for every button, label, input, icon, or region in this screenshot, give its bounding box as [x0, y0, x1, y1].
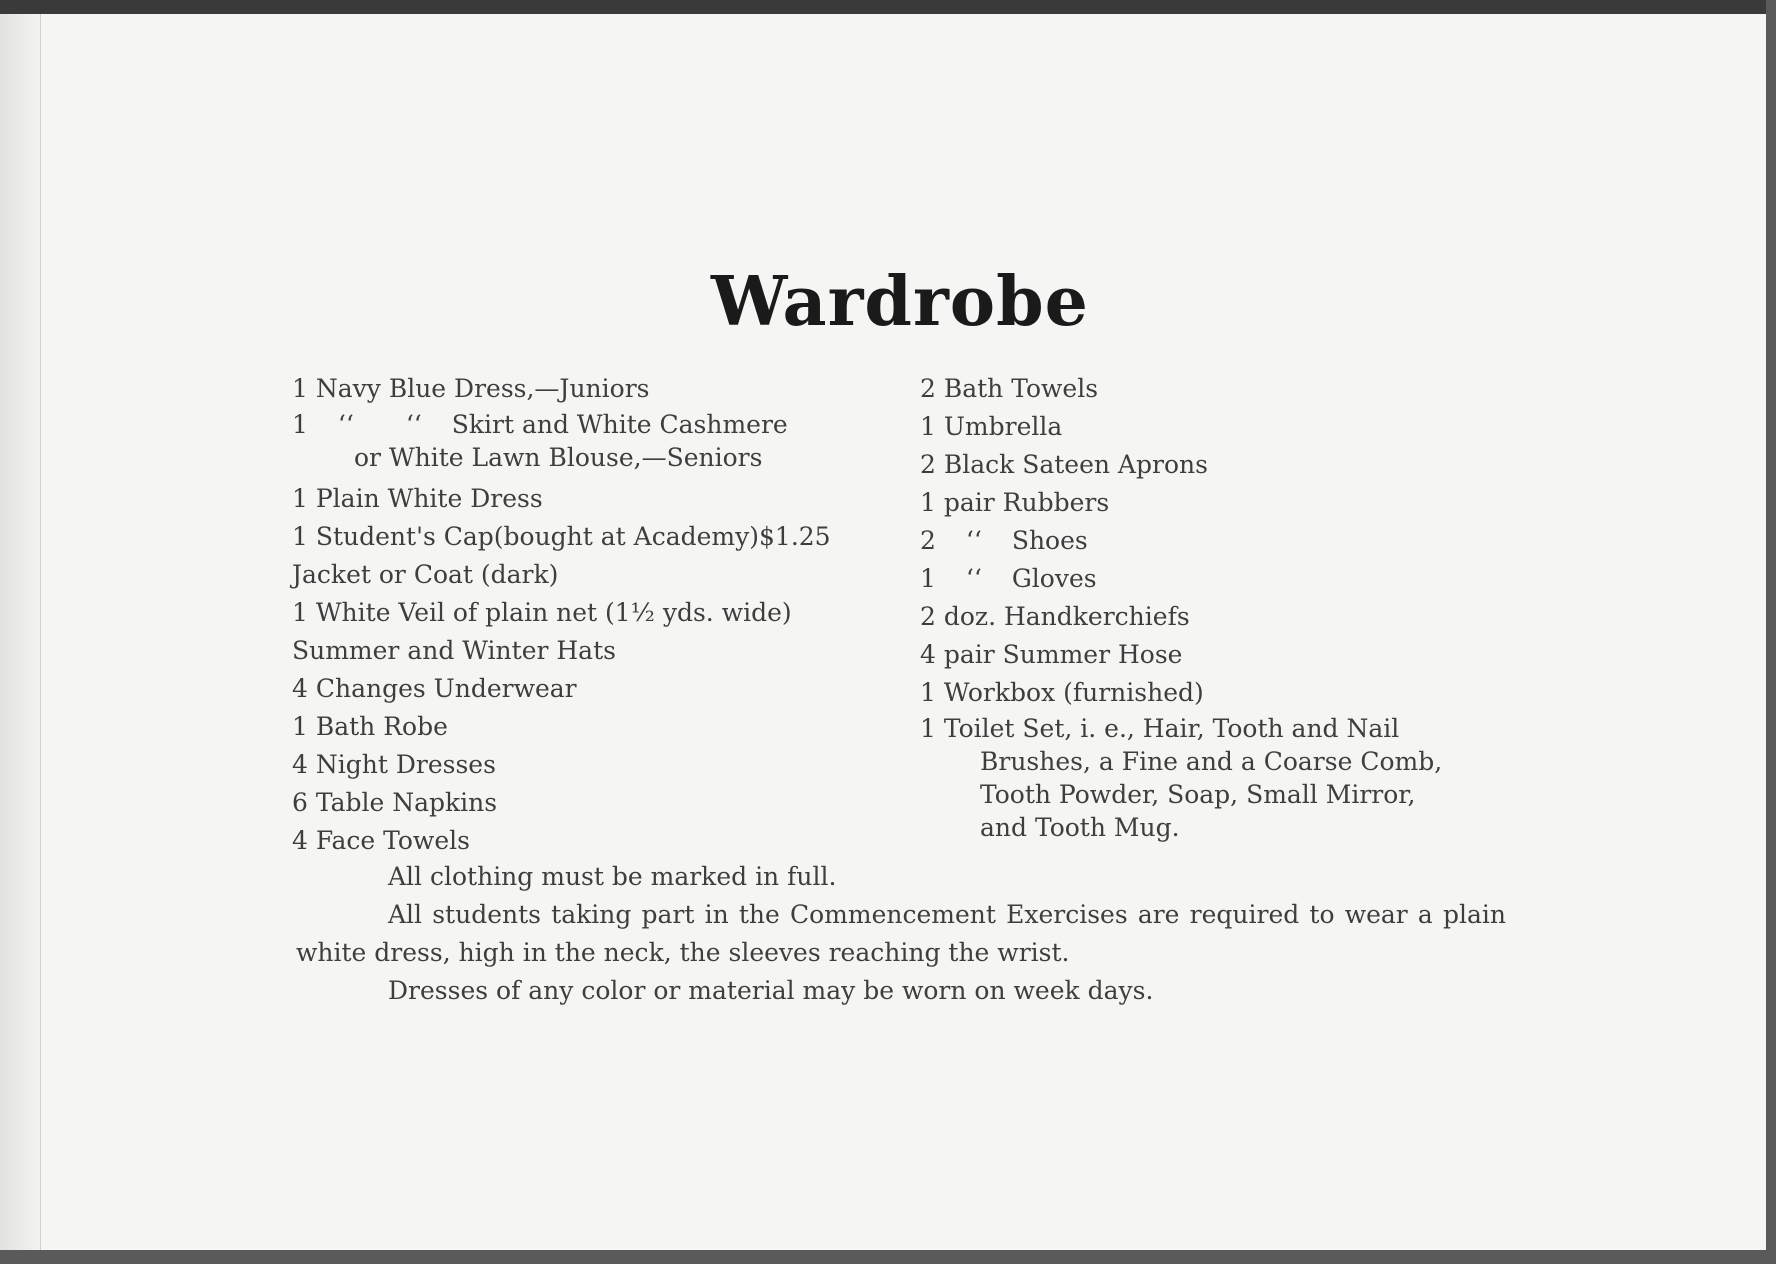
item-quantity: 1 — [292, 410, 308, 439]
list-item: 1 Student's Cap(bought at Academy)$1.25 — [292, 522, 831, 551]
wardrobe-notes — [296, 858, 1506, 1010]
page-left-edge — [0, 14, 40, 1250]
ditto-mark: ‘‘ — [405, 410, 422, 439]
ditto-mark: ‘‘ — [965, 526, 982, 555]
list-item: Jacket or Coat (dark) — [292, 560, 559, 589]
page-fold-line — [40, 14, 41, 1250]
scan-border-right — [1766, 0, 1776, 1264]
list-item: 2 doz. Handkerchiefs — [920, 602, 1190, 631]
list-item: 6 Table Napkins — [292, 788, 498, 817]
list-item: Summer and Winter Hats — [292, 636, 616, 665]
list-item: 1 Umbrella — [920, 412, 1063, 441]
item-quantity: 1 — [920, 564, 936, 593]
ditto-mark: ‘‘ — [965, 564, 982, 593]
list-item: 4 Changes Underwear — [292, 674, 577, 703]
list-item: 1 pair Rubbers — [920, 488, 1110, 517]
list-item: 4 pair Summer Hose — [920, 640, 1183, 669]
ditto-mark: ‘‘ — [337, 410, 354, 439]
item-quantity: 2 — [920, 526, 936, 555]
list-item: 4 Face Towels — [292, 826, 470, 855]
list-item: 2 Black Sateen Aprons — [920, 450, 1208, 479]
list-item: 1 White Veil of plain net (1½ yds. wide) — [292, 598, 792, 627]
list-item: 1 Bath Robe — [292, 712, 448, 741]
note-paragraph: All clothing must be marked in full. — [388, 862, 837, 891]
note-paragraph: Dresses of any color or material may be worn on week days. — [388, 976, 1154, 1005]
list-item: 4 Night Dresses — [292, 750, 496, 779]
list-item: 2 Bath Towels — [920, 374, 1099, 403]
scan-border-bottom — [0, 1250, 1776, 1264]
item-text: Gloves — [1011, 564, 1097, 593]
item-continuation: or White Lawn Blouse,—Seniors — [354, 443, 763, 472]
item-continuation: Tooth Powder, Soap, Small Mirror, — [980, 780, 1416, 809]
list-item: 1 Navy Blue Dress,—Juniors — [292, 374, 650, 403]
list-item: 1 Plain White Dress — [292, 484, 543, 513]
list-item — [920, 712, 1510, 844]
item-continuation: and Tooth Mug. — [980, 813, 1180, 842]
wardrobe-list-right — [920, 370, 1510, 850]
item-text: Skirt and White Cashmere — [451, 410, 788, 439]
list-item: 1 Workbox (furnished) — [920, 678, 1204, 707]
list-item — [292, 408, 892, 474]
list-item — [920, 560, 1510, 598]
list-item — [920, 522, 1510, 560]
item-text: Shoes — [1011, 526, 1088, 555]
page-title: Wardrobe — [711, 262, 1089, 342]
item-continuation: Brushes, a Fine and a Coarse Comb, — [980, 747, 1443, 776]
note-paragraph: All students taking part in the Commencement Exercises are required to wear a plain white dress, high in the neck, the sleeves reaching the wrist. — [296, 900, 1506, 967]
wardrobe-list-left — [292, 370, 892, 860]
item-text: 1 Toilet Set, i. e., Hair, Tooth and Nail — [920, 714, 1400, 743]
